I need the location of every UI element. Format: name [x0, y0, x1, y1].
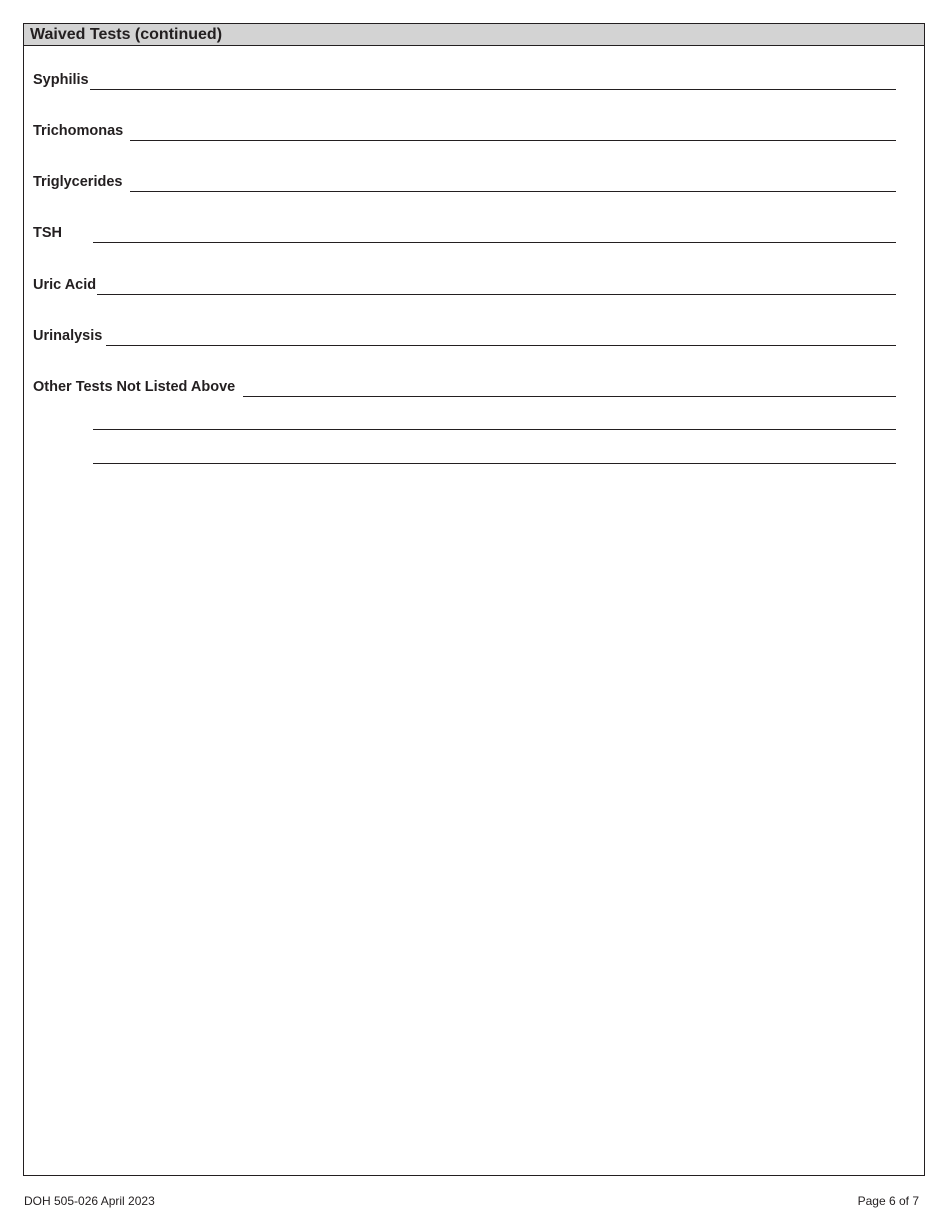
other-tests-label: Other Tests Not Listed Above — [33, 379, 236, 395]
syphilis-field[interactable] — [90, 89, 896, 90]
other-tests-field-2[interactable] — [93, 429, 896, 430]
other-tests-row — [33, 375, 896, 397]
trichomonas-field[interactable] — [130, 140, 896, 141]
triglycerides-field[interactable] — [130, 191, 896, 192]
waived-tests-form — [23, 23, 925, 1176]
tsh-label: TSH — [33, 225, 62, 241]
section-header: Waived Tests (continued) — [24, 24, 924, 46]
uric-acid-row — [33, 273, 896, 295]
syphilis-row — [33, 68, 896, 90]
tsh-field[interactable] — [93, 242, 896, 243]
trichomonas-row — [33, 119, 896, 141]
page-number: Page 6 of 7 — [857, 1194, 919, 1208]
trichomonas-label: Trichomonas — [33, 123, 124, 139]
syphilis-label: Syphilis — [33, 72, 89, 88]
urinalysis-row — [33, 324, 896, 346]
tsh-row — [33, 221, 896, 243]
uric-acid-field[interactable] — [97, 294, 896, 295]
urinalysis-label: Urinalysis — [33, 328, 103, 344]
uric-acid-label: Uric Acid — [33, 277, 97, 293]
urinalysis-field[interactable] — [106, 345, 896, 346]
triglycerides-label: Triglycerides — [33, 174, 123, 190]
other-tests-field[interactable] — [243, 396, 896, 397]
triglycerides-row — [33, 170, 896, 192]
form-id: DOH 505-026 April 2023 — [24, 1194, 155, 1208]
other-tests-field-3[interactable] — [93, 463, 896, 464]
